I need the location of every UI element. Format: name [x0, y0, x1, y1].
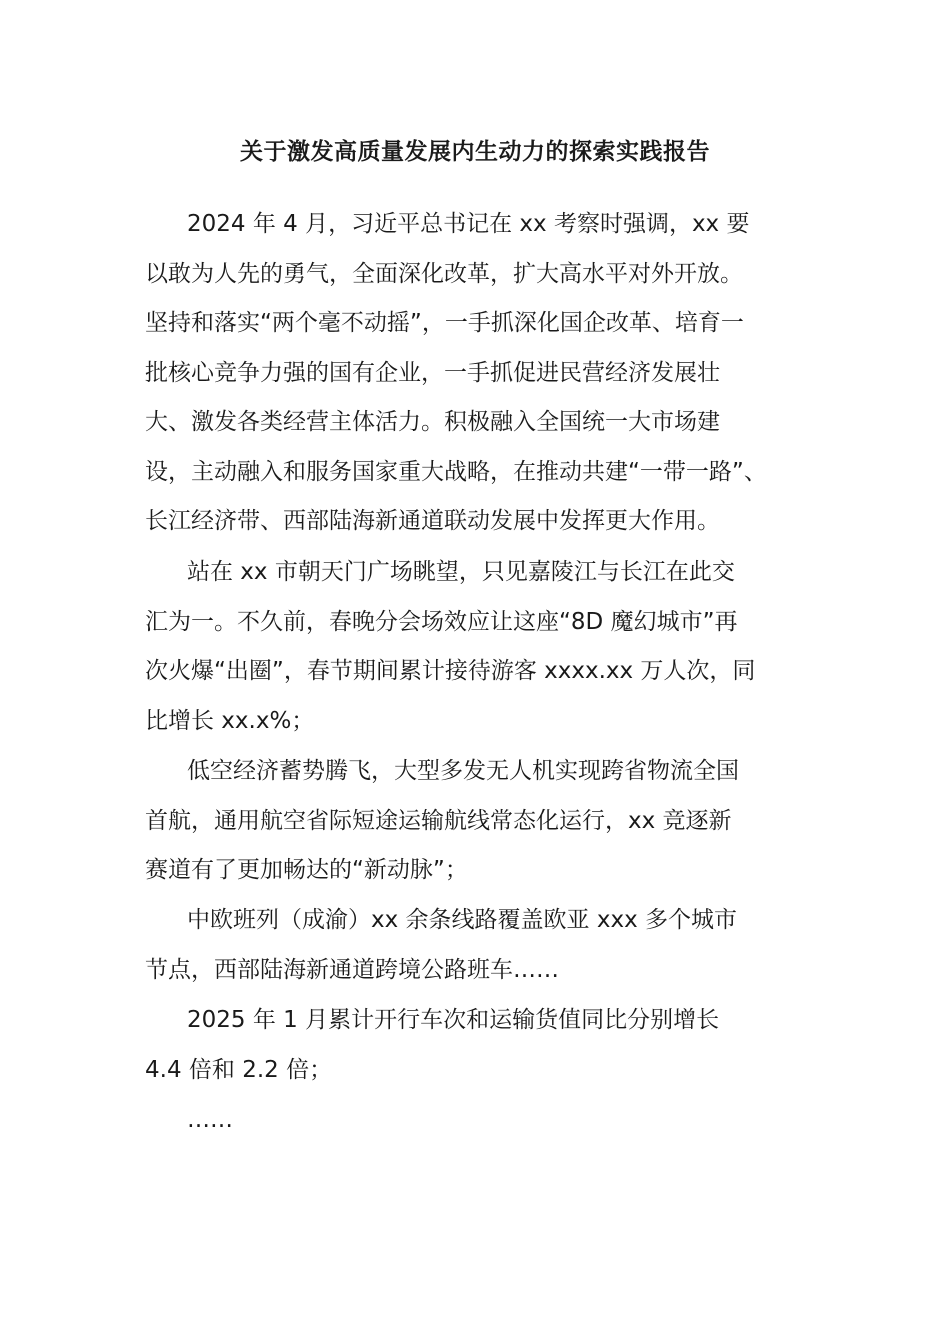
- paragraph-line: 低空经济蓄势腾飞，大型多发无人机实现跨省物流全国: [187, 758, 739, 784]
- paragraph-line: 2024 年 4 月，习近平总书记在 xx 考察时强调，xx 要: [187, 211, 750, 237]
- paragraph-line: 比增长 xx.x%；: [145, 707, 315, 734]
- paragraph-line: 汇为一。不久前，春晚分会场效应让这座“8D 魔幻城市”再: [145, 608, 738, 635]
- paragraph-line: 长江经济带、西部陆海新通道联动发展中发挥更大作用。: [145, 508, 720, 534]
- paragraph-line: 2025 年 1 月累计开行车次和运输货值同比分别增长: [187, 1007, 720, 1033]
- paragraph-line: 首航，通用航空省际短途运输航线常态化运行，xx 竞逐新: [145, 807, 732, 834]
- document-title: 关于激发高质量发展内生动力的探索实践报告: [240, 139, 710, 165]
- paragraph-line: 批核心竞争力强的国有企业，一手抓促进民营经济发展壮: [145, 359, 720, 386]
- paragraph-line: 大、激发各类经营主体活力。积极融入全国统一大市场建: [145, 409, 720, 435]
- paragraph-6: [145, 1096, 815, 1146]
- paragraph-1: [145, 200, 815, 547]
- paragraph-line: 站在 xx 市朝天门广场眺望，只见嘉陵江与长江在此交: [187, 559, 735, 585]
- paragraph-5: [145, 996, 815, 1095]
- paragraph-line: 次火爆“出圈”，春节期间累计接待游客 xxxx.xx 万人次，同: [145, 658, 756, 684]
- paragraph-line: 设，主动融入和服务国家重大战略，在推动共建“一带一路”、: [145, 458, 767, 485]
- paragraph-3: [145, 747, 815, 896]
- paragraph-line: ……: [187, 1107, 233, 1133]
- paragraph-line: 4.4 倍和 2.2 倍；: [145, 1056, 333, 1083]
- paragraph-line: 中欧班列（成渝）xx 余条线路覆盖欧亚 xxx 多个城市: [187, 907, 737, 933]
- paragraph-line: 节点，西部陆海新通道跨境公路班车……: [145, 956, 559, 983]
- paragraph-line: 赛道有了更加畅达的“新动脉”；: [145, 857, 468, 883]
- paragraph-line: 以敢为人先的勇气，全面深化改革，扩大高水平对外开放。: [145, 260, 743, 287]
- paragraph-2: [145, 548, 815, 746]
- paragraph-line: 坚持和落实“两个毫不动摇”，一手抓深化国企改革、培育一: [145, 310, 744, 336]
- paragraph-4: [145, 896, 815, 995]
